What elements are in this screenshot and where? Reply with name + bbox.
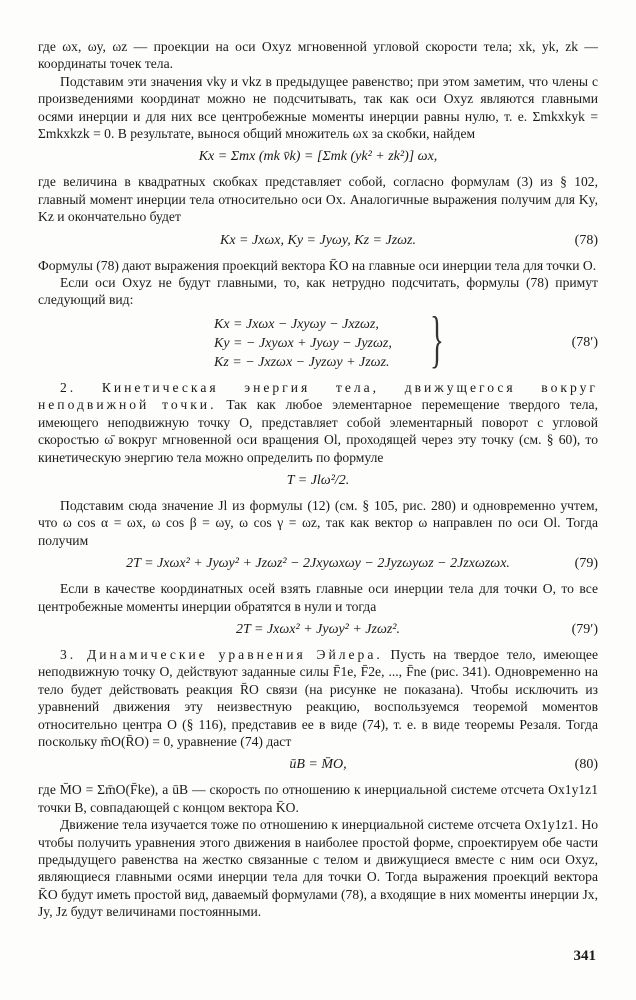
paragraph-10: где M̄O = Σm̄O(F̄ke), а ūB — скорость по отношению к инерциальной системе отсчета Ox1y1z1 точки B, совпадающей с концом вектора K̄O. [38, 782, 598, 815]
paragraph-3: где величина в квадратных скобках представляет собой, согласно формулам (3) из § 102, главный момент инерции тела относительно оси Ox. Аналогичные выражения получим для Ky, Kz и окончательно будет [38, 174, 598, 225]
right-brace-icon: } [430, 302, 444, 374]
paragraph-8: Если в качестве координатных осей взять главные оси инерции тела для точки O, то все центробежные моменты инерции обратятся в нули и тогда [38, 581, 598, 614]
page-number: 341 [573, 948, 596, 964]
formula-78 [38, 231, 598, 251]
formula-78-prime-system [38, 302, 598, 374]
formula-80-number: (80) [574, 757, 598, 773]
formula-79-prime [38, 620, 598, 640]
paragraph-1: где ωx, ωy, ωz — проекции на оси Oxyz мгновенной угловой скорости тела; xk, yk, zk — координаты точек тела. [38, 39, 598, 72]
formula-79-number: (79) [574, 556, 598, 572]
formula-kinetic-energy [38, 471, 598, 491]
formula-kx-expansion-body: Kx = Σmx (mk v̄k) = [Σmk (yk² + zk²)] ωx, [198, 149, 438, 165]
section-3-heading: 3. Динамические уравнения Эйлера. [60, 646, 383, 662]
paragraph-4: Формулы (78) дают выражения проекций вектора K̄O на главные оси инерции тела для точки O. [38, 257, 597, 273]
paragraph-6 [38, 379, 598, 466]
formula-kinetic-energy-body: T = Jlω²/2. [286, 472, 350, 488]
paragraph-9 [38, 646, 598, 750]
formula-78-prime-number: (78′) [571, 334, 598, 350]
formula-kx-expansion [38, 147, 598, 167]
formula-78-prime-line-2: Ky = − Jxyωx + Jyωy − Jyzωz, [214, 335, 392, 351]
formula-79-prime-body: 2T = Jxωx² + Jyωy² + Jzωz². [235, 621, 400, 637]
paragraph-5: Если оси Oxyz не будут главными, то, как нетрудно подсчитать, формулы (78) примут следующий вид: [38, 275, 598, 308]
formula-79-body: 2T = Jxωx² + Jyωy² + Jzωz² − 2Jxyωxωy − 2Jyzωyωz − 2Jzxωzωx. [126, 556, 510, 572]
formula-78-prime-line-1: Kx = Jxωx − Jxyωy − Jxzωz, [214, 316, 379, 332]
formula-80 [38, 755, 598, 775]
formula-79 [38, 554, 598, 574]
paragraph-11: Движение тела изучается тоже по отношению к инерциальной системе отсчета Ox1y1z1. Но чтобы получить уравнения этого движения в наиболее простой форме, спроектируем обе части предыдущего равенства на жестко связанные с телом и движущиеся вместе с ним оси Oxyz, являющиеся главными осями инерции тела для точки O. Тогда выражения проекций вектора K̄O будут иметь простой вид, даваемый формулами (78), а входящие в них моменты инерции Jx, Jy, Jz будут величинами постоянными. [38, 817, 598, 920]
paragraph-2: Подставим эти значения vky и vkz в предыдущее равенство; при этом заметим, что члены с произведениями координат можно не подсчитывать, так как оси Oxyz являются главными осями инерции и для них все центробежные моменты инерции равны нулю, т. е. Σmkxkyk = Σmkxkzk = 0. В результате, вынося общий множитель ωx за скобки, найдем [38, 73, 598, 142]
formula-79-prime-number: (79′) [571, 621, 598, 637]
paragraph-7: Подставим сюда значение Jl из формулы (12) (см. § 105, рис. 280) и одновременно учтем, что ω cos α = ωx, ω cos β = ωy, ω cos γ = ωz, так как вектор ω направлен по оси Ol. Тогда получим [38, 497, 598, 548]
section-3-body: Пусть на твердое тело, имеющее неподвижную точку O, действуют заданные силы F̄1e, F̄2e, ..., F̄ne (рис. 341). Одновременно на тело будет действовать реакция R̄O связи (на рисунке не показана). Чтобы исключить из уравнений движения эту неизвестную реакцию, воспользуемся теоремой моментов относительно центра O (§ 116), представив ее в виде (74), т. е. в виде теоремы Резаля. Тогда поскольку m̄O(R̄O) = 0, уравнение (74) даст [38, 646, 599, 749]
formula-80-body: ūB = M̄O, [289, 757, 347, 773]
formula-78-number: (78) [574, 232, 598, 248]
section-2-heading: 2. Кинетическая энергия тела, движущегося вокруг неподвижной точки. [38, 379, 598, 413]
formula-78-prime-line-3: Kz = − Jxzωx − Jyzωy + Jzωz. [214, 354, 390, 370]
formula-78-body: Kx = Jxωx, Ky = Jyωy, Kz = Jzωz. [219, 232, 416, 248]
section-2-body: Так как любое элементарное перемещение твердого тела, имеющего неподвижную точку O, представляет собой элементарный поворот с угловой скоростью ω̄ вокруг мгновенной оси вращения Ol, проходящей через эту точку (см. § 60), то кинетическую энергию тела можно определить по формуле [38, 397, 598, 465]
